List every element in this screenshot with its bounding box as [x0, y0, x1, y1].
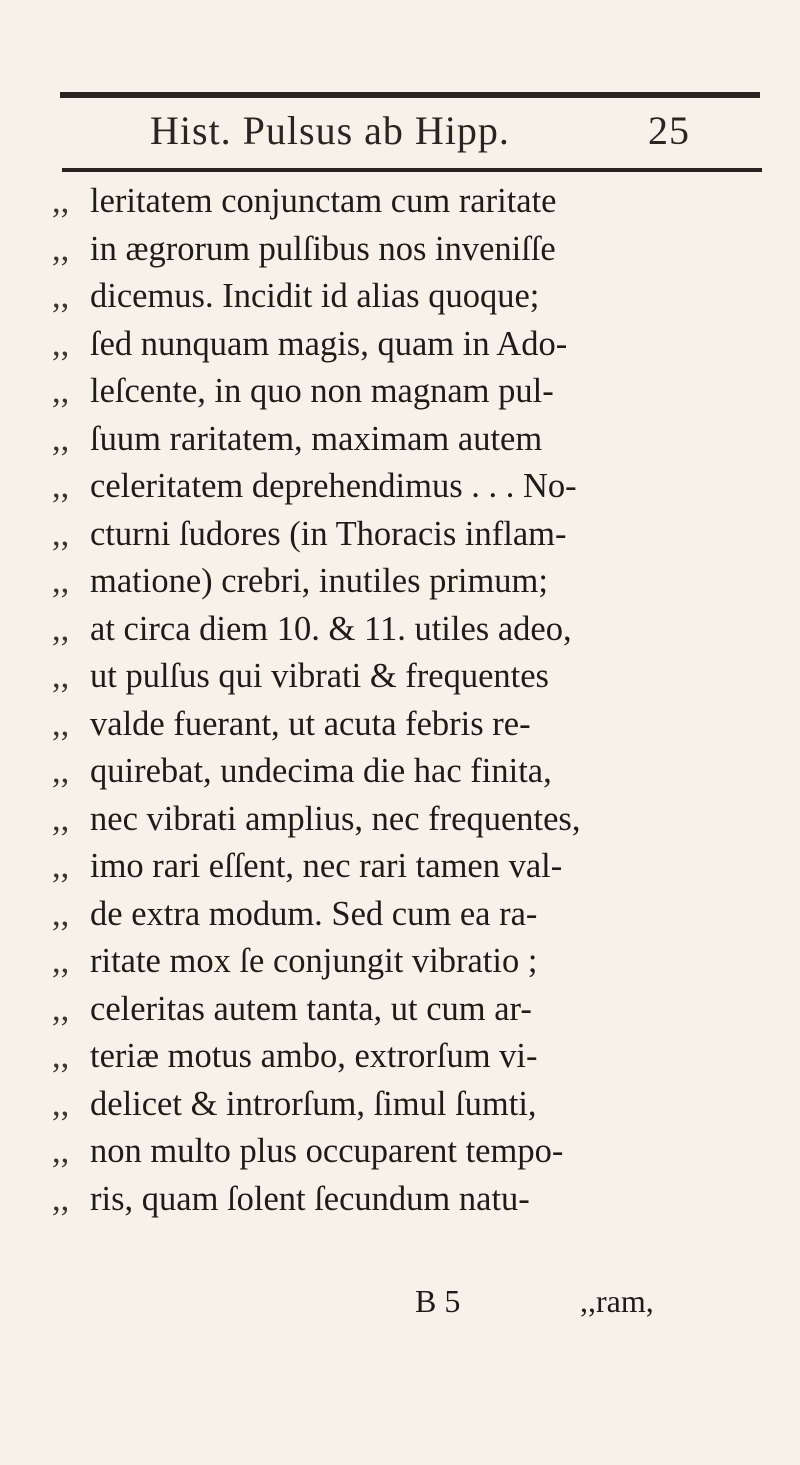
text-line: [40, 1128, 780, 1176]
line-text: celeritas autem tanta, ut cum ar-: [90, 989, 532, 1028]
page-number: 25: [648, 108, 690, 153]
text-line: [40, 463, 780, 511]
running-header: [150, 100, 690, 162]
top-rule: [60, 92, 760, 98]
line-text: ſed nunquam magis, quam in Ado-: [90, 324, 568, 363]
quote-mark: ,,: [52, 894, 70, 933]
quote-mark: ,,: [52, 1179, 70, 1218]
quote-mark: ,,: [52, 657, 70, 696]
line-text: valde fuerant, ut acuta febris re-: [90, 704, 531, 743]
text-line: [40, 321, 780, 369]
text-line: [40, 416, 780, 464]
line-text: ritate mox ſe conjungit vibratio ;: [90, 942, 538, 981]
text-line: [40, 748, 780, 796]
running-title: Hist. Pulsus ab Hipp.: [150, 108, 510, 153]
line-text: nec vibrati amplius, nec frequentes,: [90, 799, 581, 838]
signature-mark: B 5: [415, 1283, 461, 1319]
quote-mark: ,,: [52, 277, 70, 316]
line-text: ris, quam ſolent ſecundum natu-: [90, 1179, 530, 1218]
text-line: [40, 1081, 780, 1129]
line-text: matione) crebri, inutiles primum;: [90, 562, 548, 601]
text-line: [40, 1033, 780, 1081]
quote-mark: ,,: [52, 609, 70, 648]
quote-mark: ,,: [52, 372, 70, 411]
line-text: ut pulſus qui vibrati & frequentes: [90, 657, 549, 696]
line-text: imo rari eſſent, nec rari tamen val-: [90, 847, 563, 886]
page-footer: [0, 1283, 800, 1323]
quote-mark: ,,: [52, 704, 70, 743]
text-line: [40, 511, 780, 559]
body-text: [40, 178, 780, 1223]
line-text: leritatem conjunctam cum raritate: [90, 182, 557, 221]
line-text: cturni ſudores (in Thoracis inflam-: [90, 514, 567, 553]
quote-mark: ,,: [52, 182, 70, 221]
line-text: quirebat, undecima die hac finita,: [90, 752, 552, 791]
quote-mark: ,,: [52, 324, 70, 363]
text-line: [40, 226, 780, 274]
text-line: [40, 606, 780, 654]
quote-mark: ,,: [52, 419, 70, 458]
line-text: dicemus. Incidit id alias quoque;: [90, 277, 540, 316]
quote-mark: ,,: [52, 562, 70, 601]
text-line: [40, 796, 780, 844]
line-text: in ægrorum pulſibus nos inveniſſe: [90, 229, 556, 268]
text-line: [40, 273, 780, 321]
line-text: at circa diem 10. & 11. utiles adeo,: [90, 609, 572, 648]
line-text: delicet & introrſum, ſimul ſumti,: [90, 1084, 537, 1123]
quote-mark: ,,: [52, 752, 70, 791]
quote-mark: ,,: [52, 1037, 70, 1076]
quote-mark: ,,: [52, 467, 70, 506]
text-line: [40, 701, 780, 749]
text-line: [40, 368, 780, 416]
text-line: [40, 558, 780, 606]
catchword: ,,ram,: [580, 1283, 654, 1319]
header-rule: [62, 168, 762, 172]
quote-mark: ,,: [52, 514, 70, 553]
text-line: [40, 938, 780, 986]
line-text: leſcente, in quo non magnam pul-: [90, 372, 554, 411]
quote-mark: ,,: [52, 989, 70, 1028]
line-text: celeritatem deprehendimus . . . No-: [90, 467, 577, 506]
quote-mark: ,,: [52, 942, 70, 981]
quote-mark: ,,: [52, 229, 70, 268]
line-text: ſuum raritatem, maximam autem: [90, 419, 543, 458]
line-text: non multo plus occuparent tempo-: [90, 1132, 564, 1171]
text-line: [40, 891, 780, 939]
quote-mark: ,,: [52, 1084, 70, 1123]
text-line: [40, 843, 780, 891]
text-line: [40, 178, 780, 226]
text-line: [40, 653, 780, 701]
quote-mark: ,,: [52, 799, 70, 838]
text-line: [40, 986, 780, 1034]
text-line: [40, 1176, 780, 1224]
line-text: de extra modum. Sed cum ea ra-: [90, 894, 538, 933]
line-text: teriæ motus ambo, extrorſum vi-: [90, 1037, 538, 1076]
quote-mark: ,,: [52, 1132, 70, 1171]
quote-mark: ,,: [52, 847, 70, 886]
